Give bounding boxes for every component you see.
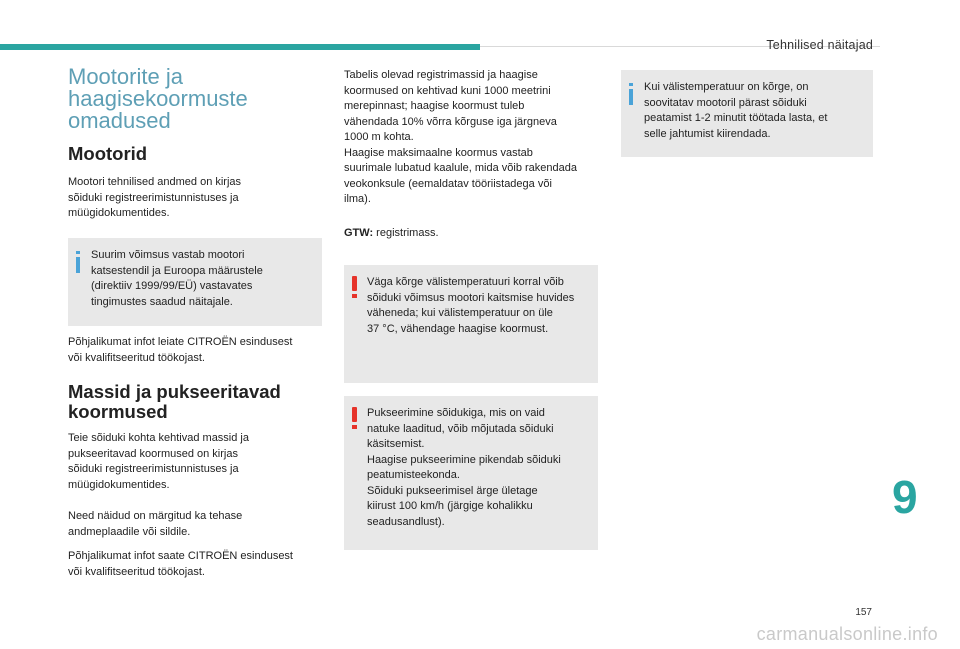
text-line: müügidokumentides. (68, 478, 170, 491)
text-line: sõiduki registreerimistunnistuses ja (68, 463, 239, 475)
warning-box-towing (344, 396, 598, 550)
text-line: peatamist 1-2 minutit töötada lasta, et (644, 112, 828, 124)
text-line: sõiduki registreerimistunnistuses ja (68, 191, 239, 204)
heading-line: koormused (68, 401, 168, 422)
text-line: käsitsemist. (367, 438, 425, 450)
text-line: selle jahtumist kiirendada. (644, 127, 771, 140)
text-line: Põhjalikumat infot leiate CITROËN esindusest (68, 336, 293, 348)
warning-box-text (367, 406, 590, 530)
info-box-text (644, 80, 865, 142)
warning-box-text (367, 275, 590, 337)
section-title: Tehnilised näitajad (766, 38, 873, 52)
text-line: 37 °C, vähendage haagise koormust. (367, 322, 549, 335)
gtw-label: GTW: (344, 227, 374, 239)
info-icon (629, 83, 633, 105)
text-line: tingimustes saadud näitajale. (91, 295, 233, 308)
engines-paragraph (68, 175, 324, 222)
text-line: Tabelis olevad registrimassid ja haagise (344, 69, 538, 81)
header-accent-bar (0, 44, 480, 50)
masses-dealer-paragraph (68, 549, 324, 580)
text-line: (direktiiv 1999/99/EÜ) vastavates (91, 280, 253, 292)
text-line: katsestendil ja Euroopa määrustele (91, 264, 263, 277)
text-line: ilma). (344, 193, 371, 205)
text-line: suurimale lubatud kaalule, mida võib rakendada (344, 162, 577, 174)
text-line: Kui välistemperatuur on kõrge, on (644, 81, 809, 93)
text-line: vähendada 10% võrra kõrguse iga järgneva (344, 115, 557, 128)
engines-heading: Mootorid (68, 143, 148, 164)
text-line: Haagise pukseerimine pikendab sõiduki (367, 453, 561, 466)
registered-mass-paragraph (344, 68, 602, 208)
text-line: või kvalifitseeritud töökojast. (68, 351, 205, 364)
info-box-engine-cooling (621, 70, 873, 157)
text-line: veokonksule (eemaldatav tööriistadega või (344, 177, 552, 190)
text-line: Mootori tehnilised andmed on kirjas (68, 176, 242, 188)
text-line: Need näidud on märgitud ka tehase (68, 510, 243, 522)
text-line: Põhjalikumat infot saate CITROËN esindusest (68, 550, 293, 562)
text-line: Suurim võimsus vastab mootori (91, 249, 245, 261)
text-line: sõiduki võimsus mootori kaitsmise huvides (367, 291, 575, 304)
warning-box-high-temperature (344, 265, 598, 383)
text-line: merepinnast; haagise koormust tuleb (344, 100, 525, 112)
text-line: peatumisteekonda. (367, 469, 460, 481)
masses-plate-paragraph (68, 509, 324, 540)
text-line: seadusandlust). (367, 515, 445, 528)
text-line: või kvalifitseeritud töökojast. (68, 565, 205, 578)
gtw-definition (344, 226, 600, 242)
masses-paragraph (68, 431, 324, 493)
warning-icon (352, 407, 357, 429)
info-box-text (91, 248, 314, 310)
text-line: müügidokumentides. (68, 207, 170, 219)
page-title-line: haagisekoormuste (68, 86, 248, 111)
page-title-line: Mootorite ja (68, 64, 183, 89)
text-line: Teie sõiduki kohta kehtivad massid ja (68, 432, 249, 444)
page-title-line: omadused (68, 108, 171, 133)
text-line: soovitatav mootoril pärast sõiduki (644, 96, 807, 109)
text-line: Väga kõrge välistemperatuuri korral võib (367, 276, 564, 288)
text-line: Haagise maksimaalne koormus vastab (344, 146, 533, 159)
text-line: Sõiduki pukseerimisel ärge ületage (367, 484, 538, 497)
heading-line: Massid ja pukseeritavad (68, 381, 281, 402)
engines-dealer-paragraph (68, 335, 324, 366)
text-line: kiirust 100 km/h (järgige kohalikku (367, 500, 533, 512)
watermark: carmanualsonline.info (756, 624, 938, 644)
chapter-number: 9 (892, 471, 918, 523)
info-box-max-power (68, 238, 322, 326)
text-line: andmeplaadile või sildile. (68, 525, 191, 538)
info-icon (76, 251, 80, 273)
text-line: väheneda; kui välistemperatuur on üle (367, 307, 553, 319)
text-line: pukseeritavad koormused on kirjas (68, 447, 238, 460)
masses-heading (68, 382, 324, 422)
page-title (68, 66, 318, 132)
warning-icon (352, 276, 357, 298)
text-line: Pukseerimine sõidukiga, mis on vaid (367, 407, 545, 419)
text-line: natuke laaditud, võib mõjutada sõiduki (367, 422, 554, 435)
page-number: 157 (855, 607, 872, 618)
text-line: koormused on kehtivad kuni 1000 meetrini (344, 84, 551, 97)
text-line: 1000 m kohta. (344, 131, 414, 143)
gtw-text: registrimass. (373, 227, 439, 239)
